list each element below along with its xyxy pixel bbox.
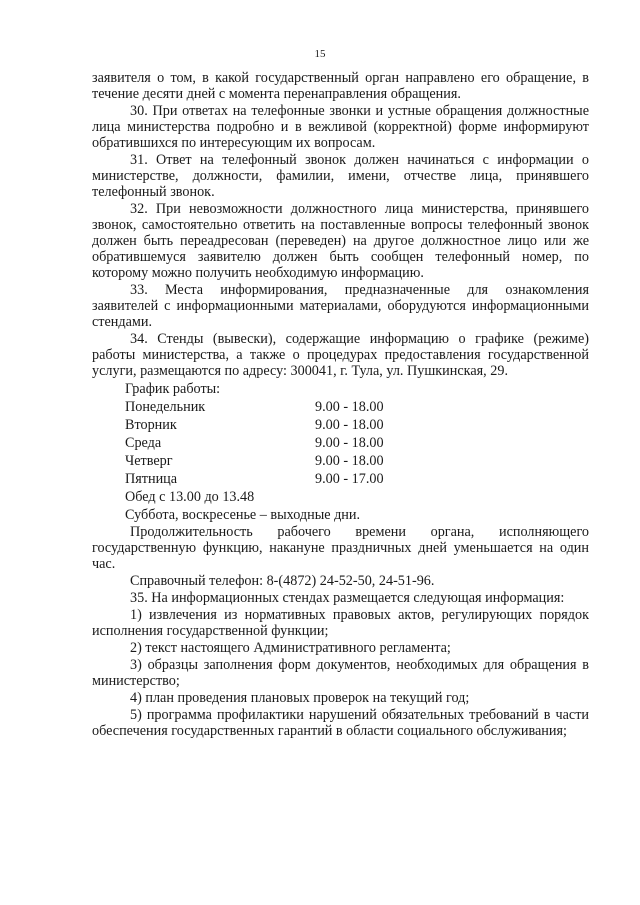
page-number: 15 bbox=[314, 48, 326, 60]
paragraph-p32: 32. При невозможности должностного лица министерства, принявшего звонок, самостоятельно ответить на поставленные вопросы телефонный звонок должен быть переадресован (переведен) на другое должностное лицо или же обратившемуся заявителю должен быть сообщен телефонный номер, по которому можно получить необходимую информацию. bbox=[92, 201, 589, 281]
paragraph-p-phone: Справочный телефон: 8-(4872) 24-52-50, 24-51-96. bbox=[130, 573, 435, 589]
paragraph-p31: 31. Ответ на телефонный звонок должен начинаться с информации о министерстве, должности, фамилии, имени, отчестве лица, принявшего телефонный звонок. bbox=[92, 152, 589, 200]
paragraph-p-duration: Продолжительность рабочего времени органа, исполняющего государственную функцию, накануне праздничных дней уменьшается на один час. bbox=[92, 524, 589, 572]
weekend-days bbox=[125, 506, 589, 524]
schedule-day: Понедельник bbox=[125, 399, 206, 415]
paragraph-p33: 33. Места информирования, предназначенные для ознакомления заявителей с информационными материалами, оборудуются информационными стендами. bbox=[92, 282, 589, 330]
paragraph-p35-5: 5) программа профилактики нарушений обязательных требований в части обеспечения государственных гарантий в области социального обслуживания; bbox=[92, 707, 589, 739]
work-schedule bbox=[125, 380, 589, 524]
schedule-title-text: График работы: bbox=[125, 381, 221, 397]
schedule-time: 9.00 - 17.00 bbox=[315, 471, 384, 487]
schedule-time: 9.00 - 18.00 bbox=[315, 435, 384, 451]
schedule-day: Среда bbox=[125, 435, 162, 451]
schedule-time: 9.00 - 18.00 bbox=[315, 399, 384, 415]
paragraphs-top bbox=[92, 70, 589, 379]
lunch-break-text: Обед с 13.00 до 13.48 bbox=[125, 489, 255, 505]
paragraph-p30: 30. При ответах на телефонные звонки и устные обращения должностные лица министерства подробно и в вежливой (корректной) форме информируют обратившихся по интересующим их вопросам. bbox=[92, 103, 589, 151]
paragraph-p35-1: 1) извлечения из нормативных правовых актов, регулирующих порядок исполнения государственной функции; bbox=[92, 607, 589, 639]
paragraph-p35: 35. На информационных стендах размещается следующая информация: bbox=[130, 590, 565, 606]
schedule-rows bbox=[125, 398, 589, 488]
schedule-time: 9.00 - 18.00 bbox=[315, 453, 384, 469]
schedule-day: Четверг bbox=[125, 453, 173, 469]
schedule-day: Вторник bbox=[125, 417, 177, 433]
paragraph-p-cont: заявителя о том, в какой государственный орган направлено его обращение, в течение десяти дней с момента перенаправления обращения. bbox=[92, 70, 589, 102]
paragraph-p35-3: 3) образцы заполнения форм документов, необходимых для обращения в министерство; bbox=[92, 657, 589, 689]
schedule-title bbox=[125, 380, 589, 398]
schedule-row bbox=[125, 470, 589, 488]
schedule-time: 9.00 - 18.00 bbox=[315, 417, 384, 433]
paragraph-p35-2: 2) текст настоящего Административного регламента; bbox=[130, 640, 451, 656]
document-body bbox=[92, 70, 589, 740]
paragraphs-bottom bbox=[92, 524, 589, 739]
schedule-row bbox=[125, 398, 589, 416]
lunch-break bbox=[125, 488, 589, 506]
weekend-days-text: Суббота, воскресенье – выходные дни. bbox=[125, 507, 361, 523]
schedule-row bbox=[125, 452, 589, 470]
schedule-row bbox=[125, 416, 589, 434]
schedule-day: Пятница bbox=[125, 471, 178, 487]
paragraph-p34: 34. Стенды (вывески), содержащие информацию о графике (режиме) работы министерства, а также о процедурах предоставления государственной услуги, размещаются по адресу: 300041, г. Тула, ул. Пушкинская, 29. bbox=[92, 331, 589, 379]
paragraph-p35-4: 4) план проведения плановых проверок на текущий год; bbox=[130, 690, 470, 706]
schedule-row bbox=[125, 434, 589, 452]
